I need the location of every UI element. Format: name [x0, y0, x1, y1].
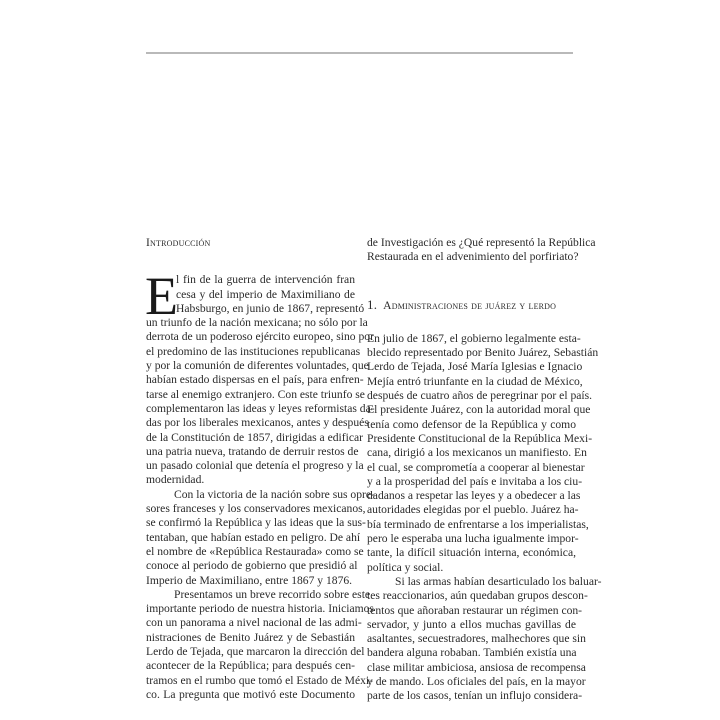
text-line: y a la prosperidad del país e invitaba a los ciu-	[367, 474, 583, 488]
text-line: bía terminado de enfrentarse a los imperialistas,	[367, 517, 589, 531]
text-line: un triunfo de la nación mexicana; no sólo por la	[146, 316, 368, 330]
text-line: conoce al periodo de gobierno que presidió al	[146, 559, 358, 573]
text-line: blecido representado por Benito Juárez, Sebastián	[367, 346, 599, 360]
text-line: habían estado dispersas en el país, para enfren-	[146, 373, 364, 387]
text-line: complementaron las ideas y leyes reformistas da-	[146, 401, 375, 415]
text-line: se confirmó la República y las ideas que la sus-	[146, 516, 366, 530]
text-line: cana, dirigió a los mexicanos un manifiesto. En	[367, 446, 587, 460]
text-line: tes reaccionarios, aún quedaban grupos descon-	[367, 589, 588, 603]
text-line: Mejía entró triunfante en la ciudad de México,	[367, 374, 583, 388]
text-line: tarse al enemigo extranjero. Con este triunfo se	[146, 387, 365, 401]
text-line: una patria nueva, tratando de derruir restos de	[146, 444, 359, 458]
text-line: Restaurada en el advenimiento del porfiriato?	[367, 250, 579, 264]
paragraph-intro-2	[146, 487, 375, 588]
section-heading-1	[367, 298, 576, 313]
text-line: de la Constitución de 1857, dirigidas a edificar	[146, 430, 364, 444]
paragraph-section1-1	[367, 331, 599, 575]
text-line: de Investigación es ¿Qué representó la República	[367, 236, 596, 249]
text-line: el nombre de «República Restaurada» como se	[146, 544, 364, 558]
text-line: pero le esperaba una lucha igualmente impor-	[367, 532, 579, 546]
paragraph-intro-1	[145, 266, 375, 487]
text-line: Si las armas habían desarticulado los baluar-	[395, 574, 602, 588]
text-line: Con la victoria de la nación sobre sus opre-	[174, 487, 375, 501]
text-line: clase militar ambiciosa, ansiosa de recompensa	[367, 660, 586, 674]
text-line: Lerdo de Tejada, que marcaron la dirección del	[146, 645, 365, 659]
text-line: el predomino de las instituciones republicanas	[146, 344, 361, 358]
text-line: acontecer de la República; para después cen-	[146, 659, 355, 673]
text-line: l fin de la guerra de intervención fran	[176, 273, 355, 287]
paragraph-intro-3	[146, 587, 374, 702]
text-line: y de mando. Los oficiales del país, en la mayor	[367, 675, 586, 689]
left-column	[145, 236, 375, 702]
paragraph-continuation	[367, 236, 596, 265]
text-line: Presentamos un breve recorrido sobre este	[174, 587, 371, 601]
text-line: tentaban, que habían estado en peligro. De ahí	[146, 530, 361, 544]
text-line: después de cuatro años de peregrinar por el país.	[367, 389, 593, 403]
section-heading-introduccion: Introducción	[146, 236, 211, 249]
text-line: tante, la difícil situación interna, económica,	[367, 546, 576, 560]
text-line: El presidente Juárez, con la autoridad moral que	[367, 403, 591, 417]
text-line: parte de los casos, tenían un influjo considera-	[367, 689, 583, 703]
text-line: En julio de 1867, el gobierno legalmente esta-	[367, 331, 581, 345]
section-title: Administraciones de juárez y lerdo	[383, 298, 557, 312]
text-line: sores franceses y los conservadores mexicanos,	[146, 502, 366, 516]
text-line: asaltantes, secuestradores, malhechores que sin	[367, 632, 586, 646]
text-line: con un panorama a nivel nacional de las admi-	[146, 616, 362, 630]
paragraph-section1-2	[367, 574, 602, 704]
text-line: tramos en el rumbo que tomó el Estado de Méxi-	[146, 673, 373, 687]
text-line: importante periodo de nuestra historia. Iniciamos	[146, 602, 374, 616]
text-line: tenía como defensor de la República y como	[367, 417, 576, 431]
text-line: servador, y junto a ellos muchas gavillas de	[367, 617, 576, 631]
text-line: un pasado colonial que detenía el progreso y la	[146, 459, 364, 473]
text-line: derrota de un poderoso ejército europeo, sino por	[146, 330, 374, 344]
text-line: política y social.	[367, 560, 444, 574]
text-line: Lerdo de Tejada, José María Iglesias e Ignacio	[367, 360, 583, 374]
header-rule	[146, 52, 573, 54]
text-line: tentos que añoraban restaurar un régimen con-	[367, 603, 583, 617]
text-line: Habsburgo, en junio de 1867, representó	[176, 301, 365, 315]
right-column	[367, 236, 602, 704]
section-number: 1.	[367, 296, 378, 312]
text-line: bandera alguna robaban. También existía una	[367, 646, 577, 660]
text-line: cesa y del imperio de Maximiliano de	[176, 287, 355, 301]
text-line: Imperio de Maximiliano, entre 1867 y 1876.	[146, 573, 353, 587]
text-line: Presidente Constitucional de la República Mexi-	[367, 431, 593, 445]
text-line: dadanos a respetar las leyes y a obedecer a las	[367, 489, 581, 503]
text-line: autoridades elegidas por el pueblo. Juárez ha-	[367, 503, 579, 517]
drop-cap: E	[145, 266, 178, 327]
text-line: co. La pregunta que motivó este Documento	[146, 687, 355, 701]
text-line: das por los liberales mexicanos, antes y después	[146, 416, 369, 430]
text-line: el cual, se comprometía a cooperar al bienestar	[367, 460, 585, 474]
text-line: y por la comunión de diferentes voluntades, que	[146, 359, 369, 373]
text-line: modernidad.	[146, 473, 205, 487]
text-line: nistraciones de Benito Juárez y de Sebastián	[146, 630, 355, 644]
